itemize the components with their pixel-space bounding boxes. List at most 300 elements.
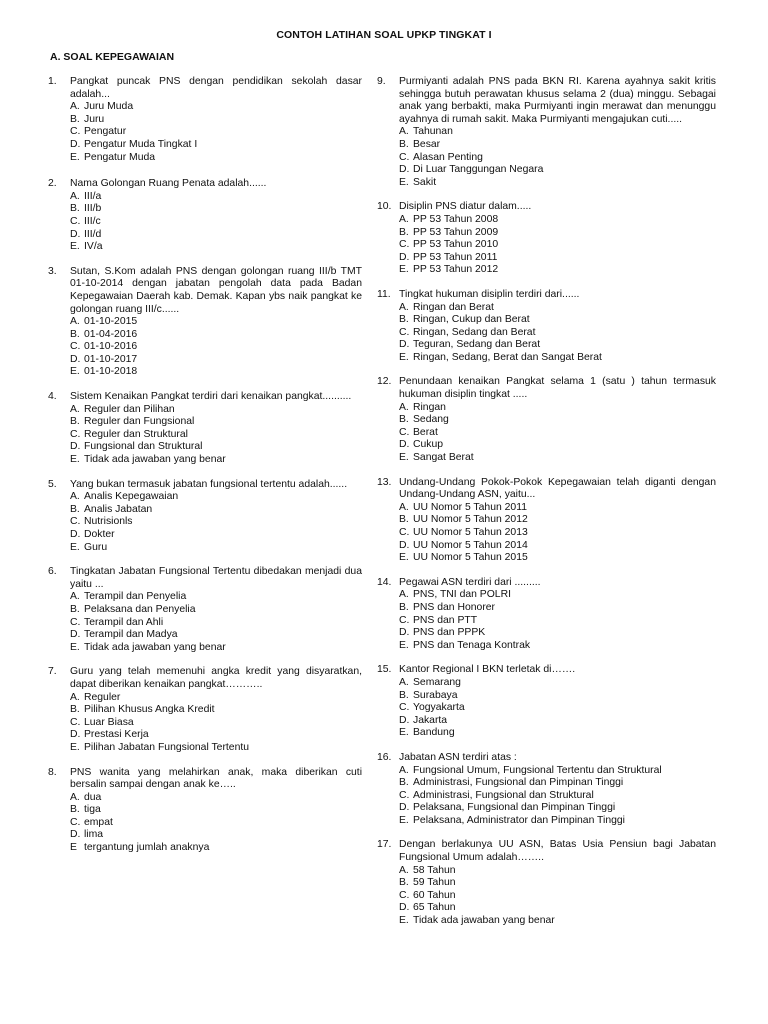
answer-option [70,604,362,617]
option-letter: C. [399,426,410,438]
question-number: 8. [48,766,57,778]
question-number: 15. [377,664,392,676]
option-letter: B. [399,689,409,701]
option-letter: C. [70,616,81,628]
answer-options [70,101,362,164]
option-text: Analis Jabatan [84,503,153,515]
question [48,767,362,855]
answer-option [70,842,362,855]
option-text: UU Nomor 5 Tahun 2011 [413,501,527,513]
question-text: Tingkat hukuman disiplin terdiri dari...... [399,288,580,300]
option-text: Juru Muda [84,101,134,113]
option-text: Teguran, Sedang dan Berat [413,339,541,351]
option-text: Cukup [413,439,444,451]
question-body [399,752,716,828]
option-letter: B. [70,113,80,125]
option-letter: E. [399,351,409,363]
question [377,289,716,365]
answer-option [399,314,716,327]
answer-option [70,817,362,830]
option-letter: D. [70,729,81,741]
option-text: Ringan, Cukup dan Berat [413,314,530,326]
question-text: PNS wanita yang melahirkan anak, maka diberikan cuti bersalin sampai dengan anak ke….. [70,766,362,791]
answer-option [70,692,362,705]
option-letter: B. [399,777,409,789]
answer-option [70,504,362,517]
question-body [70,767,362,855]
option-letter: C. [70,428,81,440]
option-letter: C. [70,341,81,353]
answer-option [70,742,362,755]
option-letter: C. [399,527,410,538]
option-text: Tidak ada jawaban yang benar [84,454,226,466]
option-text: Reguler [84,691,121,703]
question-number: 14. [377,576,392,588]
question-text: Penundaan kenaikan Pangkat selama 1 (satu ) tahun termasuk hukuman disiplin tingkat ..... [399,376,716,401]
option-text: Tidak ada jawaban yang benar [413,915,555,927]
answer-options [399,302,716,365]
option-letter: C. [399,789,410,801]
answer-options [399,865,716,928]
option-letter: B. [70,704,80,716]
option-text: Pelaksana dan Penyelia [84,603,196,615]
option-text: 01-10-2015 [84,316,138,328]
answer-options [70,591,362,654]
option-text: lima [84,829,104,841]
answer-options [399,214,716,277]
answer-options [399,502,716,565]
option-letter: B. [399,226,409,238]
option-letter: C. [70,126,81,138]
option-letter: D. [399,339,410,351]
answer-option [399,690,716,703]
answer-options [70,404,362,467]
option-letter: E. [399,915,409,927]
right-column [377,76,716,928]
option-text: Guru [84,541,108,553]
answer-option [399,802,716,815]
option-text: III/b [84,203,102,215]
answer-option [399,527,716,540]
answer-options [399,589,716,652]
answer-option [399,352,716,365]
option-letter: A. [70,591,80,603]
option-letter: A. [399,589,409,601]
answer-option [70,316,362,329]
question-body [70,391,362,467]
answer-option [399,402,716,415]
answer-option [399,677,716,690]
question-text: Undang-Undang Pokok-Pokok Kepegawaian telah diganti dengan Undang-Undang ASN, yaitu... [399,476,716,501]
answer-option [70,591,362,604]
question-body [70,266,362,379]
option-letter: A. [399,301,409,313]
answer-option [70,717,362,730]
question-number: 13. [377,476,392,488]
option-letter: D. [399,902,410,914]
question-number: 2. [48,178,57,190]
option-letter: E. [70,241,80,253]
question-text: Jabatan ASN terdiri atas : [399,751,517,763]
question [377,839,716,927]
option-letter: E [70,842,77,854]
option-text: Tidak ada jawaban yang benar [84,641,226,653]
option-text: PNS dan PTT [413,614,478,626]
answer-option [399,302,716,315]
option-text: PP 53 Tahun 2008 [413,213,499,225]
answer-option [399,252,716,265]
option-text: PNS dan PPPK [413,627,486,639]
option-letter: C. [70,716,81,728]
option-letter: B. [399,877,409,889]
option-text: Nutrisionls [84,516,133,528]
question [377,477,716,565]
option-letter: B. [399,514,409,526]
option-text: Ringan [413,401,446,413]
option-letter: A. [399,764,409,776]
question [377,376,716,464]
option-letter: D. [399,627,410,639]
answer-options [70,792,362,855]
option-letter: A. [399,401,409,413]
answer-option [70,366,362,379]
question-number: 5. [48,478,57,490]
option-text: tergantung jumlah anaknya [84,842,210,854]
option-letter: B. [70,203,80,215]
question-body [399,477,716,565]
option-text: 65 Tahun [413,902,456,914]
question-body [399,376,716,464]
answer-option [399,915,716,928]
question-text: Disiplin PNS diatur dalam..... [399,201,532,213]
option-letter: C. [399,151,410,163]
option-letter: A. [399,213,409,225]
answer-option [399,702,716,715]
option-letter: A. [70,403,80,415]
question-body [399,76,716,189]
answer-option [399,902,716,915]
option-text: PNS dan Honorer [413,601,496,613]
answer-options [70,191,362,254]
question-number: 12. [377,376,392,388]
option-letter: E. [399,814,409,826]
option-text: Bandung [413,727,455,739]
option-text: UU Nomor 5 Tahun 2014 [413,539,528,551]
answer-option [399,877,716,890]
answer-option [70,191,362,204]
option-letter: D. [70,138,81,150]
question-body [70,566,362,654]
option-letter: D. [70,441,81,453]
option-letter: A. [70,691,80,703]
answer-options [399,765,716,828]
option-text: 01-10-2017 [84,353,138,365]
answer-option [399,214,716,227]
option-text: UU Nomor 5 Tahun 2015 [413,552,528,564]
answer-option [399,552,716,565]
answer-option [70,416,362,429]
option-letter: A. [399,126,409,138]
answer-option [399,339,716,352]
answer-option [399,126,716,139]
answer-option [399,152,716,165]
option-text: PP 53 Tahun 2012 [413,264,499,276]
answer-option [399,815,716,828]
answer-option [70,404,362,417]
option-letter: D. [399,164,410,176]
question [48,391,362,467]
answer-option [399,227,716,240]
option-letter: D. [399,439,410,451]
option-letter: B. [399,314,409,326]
option-letter: A. [70,101,80,113]
option-letter: C. [399,326,410,338]
section-title: A. SOAL KEPEGAWAIAN [50,51,175,63]
answer-option [399,427,716,440]
option-text: Pilihan Jabatan Fungsional Tertentu [84,741,250,753]
left-column [48,76,362,855]
option-letter: D. [399,251,410,263]
question-number: 7. [48,666,57,678]
option-letter: C. [70,215,81,227]
option-letter: D. [70,829,81,841]
question-number: 10. [377,201,392,213]
answer-option [70,804,362,817]
option-text: Terampil dan Madya [84,629,178,641]
answer-option [70,792,362,805]
question-text: Guru yang telah memenuhi angka kredit yang disyaratkan, dapat diberikan kenaikan pangkat……….. [70,666,362,690]
answer-option [70,229,362,242]
option-letter: A. [399,501,409,513]
option-letter: D. [70,529,81,540]
option-text: Sakit [413,176,437,188]
question [377,752,716,828]
option-text: PP 53 Tahun 2010 [413,239,499,251]
question [377,577,716,653]
question-text: Purmiyanti adalah PNS pada BKN RI. Karena ayahnya sakit kritis sehingga butuh perawatan khusus selama 2 (dua) minggu. Sebagai anak yang berbakti, maka Purmiyanti ingin merawat dan menunggu ayahnya di rumah sakit. Maka Purmiyanti mengajukan cuti..... [399,76,716,125]
option-text: Sedang [413,414,449,426]
option-letter: A. [70,491,80,503]
answer-option [70,241,362,254]
answer-option [399,865,716,878]
option-letter: E. [70,741,80,753]
question-number: 6. [48,566,57,578]
answer-option [70,126,362,139]
option-text: 01-10-2016 [84,341,138,353]
option-letter: B. [399,414,409,426]
option-text: Fungsional Umum, Fungsional Tertentu dan Struktural [413,764,662,776]
option-letter: C. [399,614,410,626]
option-letter: E. [399,727,409,739]
option-letter: A. [70,316,80,328]
question [48,266,362,379]
option-text: IV/a [84,241,103,253]
question-text: Pangkat puncak PNS dengan pendidikan sekolah dasar adalah... [70,76,362,100]
question-number: 11. [377,288,391,300]
question-number: 9. [377,76,386,87]
option-text: Reguler dan Struktural [84,428,188,440]
option-text: PNS, TNI dan POLRI [413,589,511,601]
option-letter: A. [399,864,409,876]
option-text: Dokter [84,529,115,540]
question-body [399,664,716,740]
option-text: 58 Tahun [413,864,456,876]
option-text: Administrasi, Fungsional dan Struktural [413,789,594,801]
option-text: Ringan, Sedang dan Berat [413,326,536,338]
question-text: Nama Golongan Ruang Penata adalah...... [70,178,267,190]
option-letter: B. [70,503,80,515]
option-letter: E. [399,639,409,651]
answer-option [399,589,716,602]
answer-option [70,516,362,529]
answer-option [70,329,362,342]
answer-options [70,316,362,379]
question-body [399,577,716,653]
option-text: Ringan dan Berat [413,301,494,313]
option-text: Jakarta [413,714,448,726]
question-text: Yang bukan termasuk jabatan fungsional tertentu adalah...... [70,478,348,490]
answer-option [70,341,362,354]
option-letter: B. [70,328,80,340]
option-text: UU Nomor 5 Tahun 2012 [413,514,528,526]
option-letter: D. [70,353,81,365]
option-text: 59 Tahun [413,877,456,889]
question-body [70,178,362,254]
option-letter: C. [399,702,410,714]
option-text: 01-04-2016 [84,328,138,340]
question-number: 17. [377,839,392,851]
option-text: Tahunan [413,126,453,138]
option-letter: B. [399,601,409,613]
option-letter: D. [399,802,410,814]
question-body [399,289,716,365]
option-text: tiga [84,804,101,816]
answer-options [399,126,716,189]
option-text: Berat [413,426,438,438]
question [377,201,716,277]
answer-option [70,454,362,467]
option-text: Semarang [413,676,461,688]
option-letter: E. [399,264,409,276]
option-text: UU Nomor 5 Tahun 2013 [413,527,528,538]
option-text: III/a [84,190,102,202]
question-body [70,666,362,754]
option-text: III/d [84,228,102,240]
option-text: Pelaksana, Administrator dan Pimpinan Tinggi [413,814,625,826]
answer-options [70,692,362,755]
question-text: Pegawai ASN terdiri dari ......... [399,576,541,588]
answer-option [70,216,362,229]
option-text: Fungsional dan Struktural [84,441,203,453]
question-body [399,201,716,277]
option-letter: E. [399,552,409,564]
option-text: PP 53 Tahun 2009 [413,226,499,238]
option-text: Prestasi Kerja [84,729,149,741]
answer-option [70,491,362,504]
option-text: Administrasi, Fungsional dan Pimpinan Tinggi [413,777,624,789]
question-number: 4. [48,391,57,403]
answer-option [399,439,716,452]
answer-option [399,765,716,778]
question [48,76,362,164]
question-body [399,839,716,927]
option-letter: D. [399,539,410,551]
option-text: Pengatur [84,126,127,138]
answer-options [70,491,362,554]
answer-option [70,704,362,717]
answer-option [399,514,716,527]
answer-option [399,139,716,152]
option-text: Pengatur Muda [84,151,156,163]
option-text: Terampil dan Ahli [84,616,164,628]
option-letter: D. [70,629,81,641]
answer-option [399,640,716,653]
answer-option [399,790,716,803]
answer-option [70,642,362,655]
answer-option [399,264,716,277]
answer-option [399,615,716,628]
answer-option [399,502,716,515]
answer-option [70,542,362,555]
question [48,666,362,754]
answer-option [399,627,716,640]
option-text: Analis Kepegawaian [84,491,179,503]
answer-option [70,529,362,542]
question-body [70,76,362,164]
answer-option [70,729,362,742]
answer-option [70,354,362,367]
option-text: Terampil dan Penyelia [84,591,187,603]
option-letter: D. [399,714,410,726]
answer-option [399,727,716,740]
option-text: dua [84,791,102,803]
option-letter: A. [70,190,80,202]
option-letter: B. [70,603,80,615]
option-letter: E. [70,641,80,653]
option-text: Juru [84,113,105,125]
answer-option [399,239,716,252]
option-text: 60 Tahun [413,889,456,901]
option-text: Di Luar Tanggungan Negara [413,164,544,176]
option-letter: E. [70,151,80,163]
option-text: Alasan Penting [413,151,483,163]
question-text: Dengan berlakunya UU ASN, Batas Usia Pensiun bagi Jabatan Fungsional Umum adalah…….. [399,839,716,864]
answer-option [399,164,716,177]
question-body [70,479,362,555]
question [48,479,362,555]
question-text: Kantor Regional I BKN terletak di……. [399,664,576,676]
answer-option [70,114,362,127]
option-text: Besar [413,138,441,150]
option-letter: B. [70,804,80,816]
option-text: Pilihan Khusus Angka Kredit [84,704,215,716]
answer-option [70,629,362,642]
option-letter: E. [70,541,80,553]
option-text: Ringan, Sedang, Berat dan Sangat Berat [413,351,602,363]
option-text: Reguler dan Pilihan [84,403,175,415]
question [48,178,362,254]
answer-option [70,139,362,152]
question [377,664,716,740]
option-text: Sangat Berat [413,452,474,464]
option-letter: B. [70,416,80,428]
option-text: Pelaksana, Fungsional dan Pimpinan Tinggi [413,802,616,814]
option-letter: C. [70,816,81,828]
answer-option [70,101,362,114]
option-letter: E. [399,176,409,188]
option-text: 01-10-2018 [84,366,138,378]
answer-option [399,327,716,340]
